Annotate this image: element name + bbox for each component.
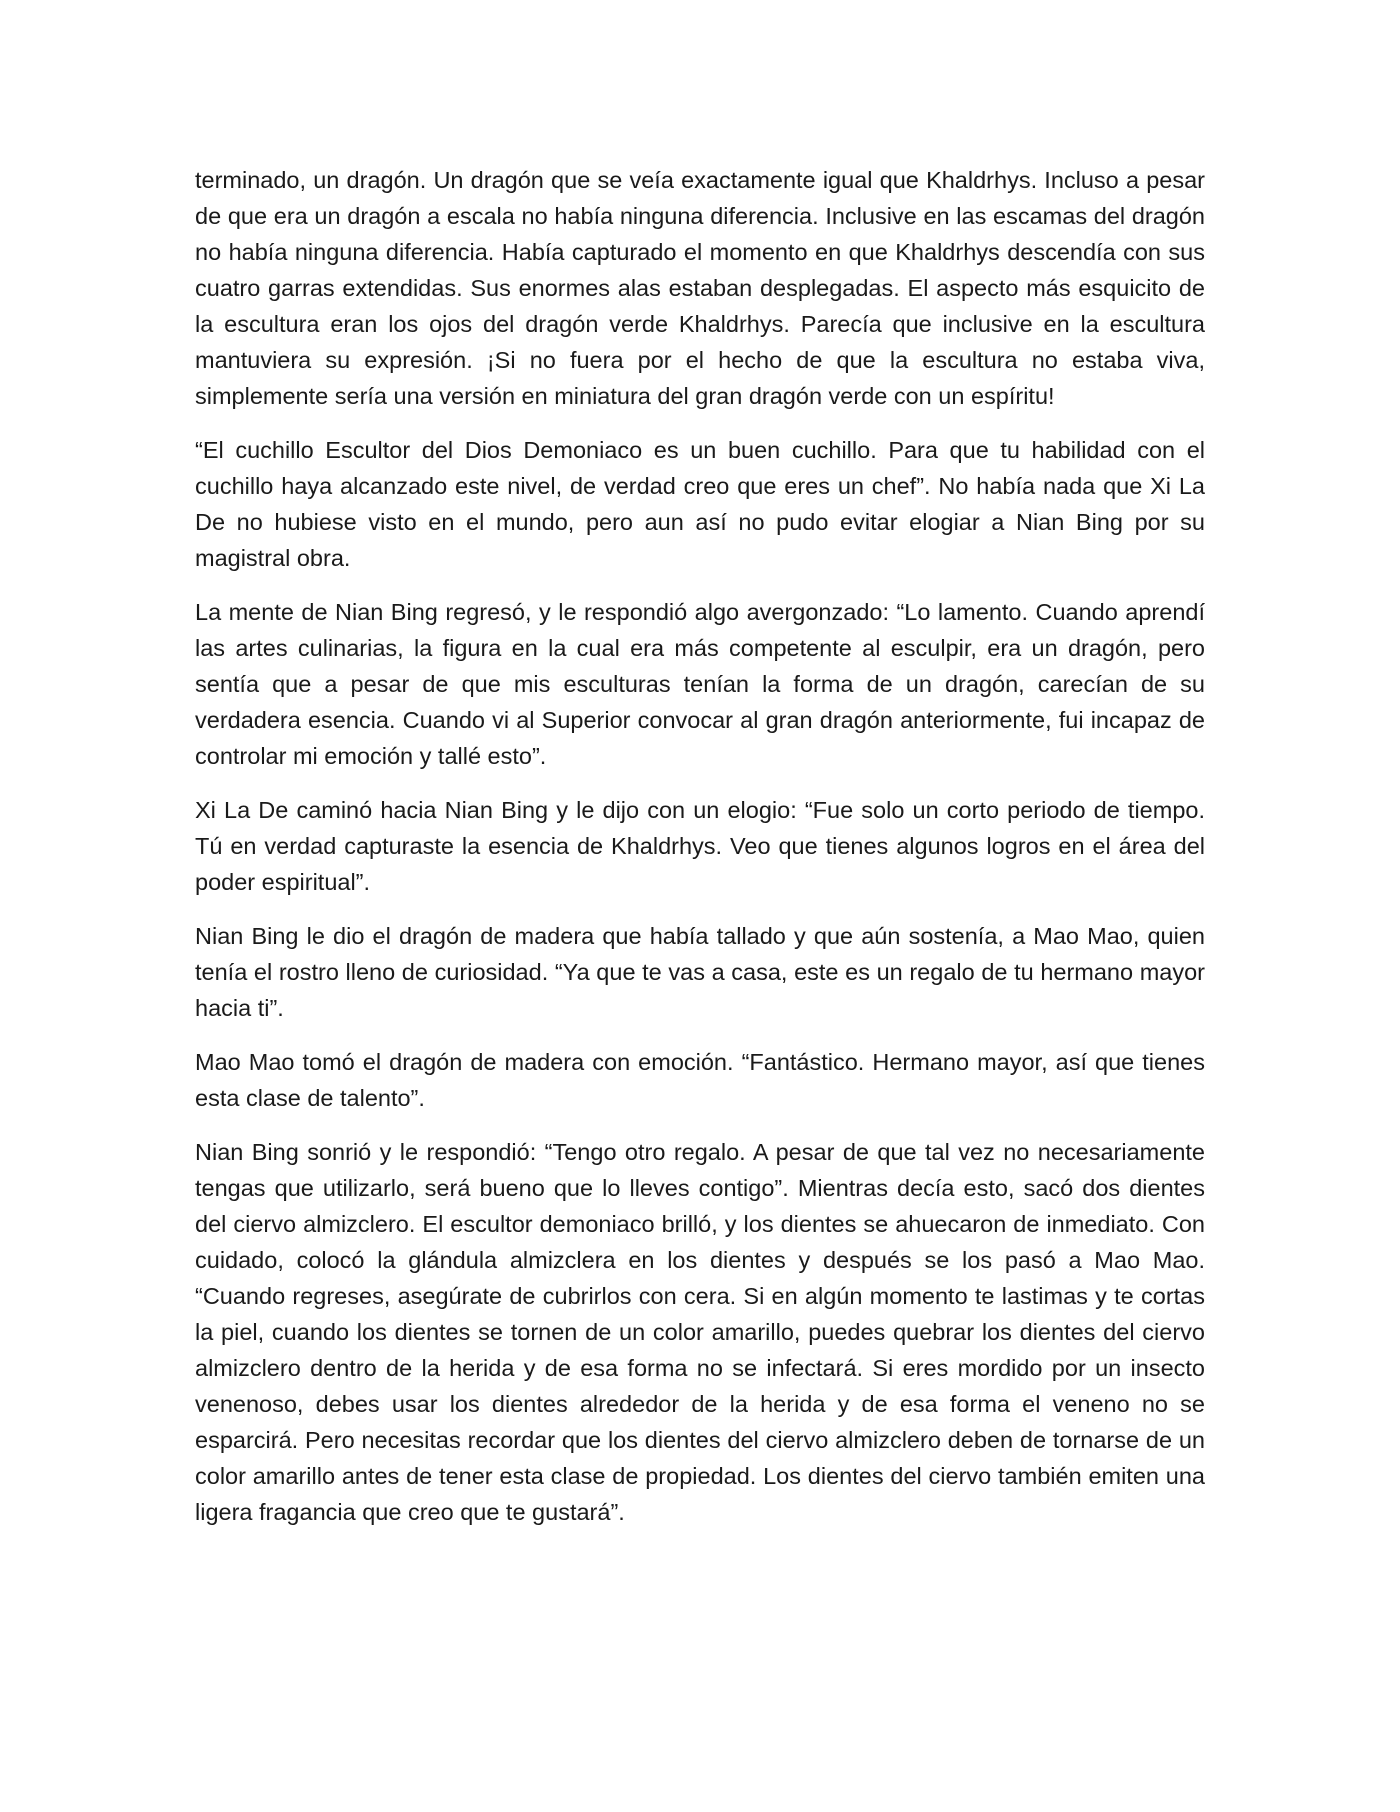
document-page xyxy=(195,162,1205,1548)
paragraph: La mente de Nian Bing regresó, y le respondió algo avergonzado: “Lo lamento. Cuando aprendí las artes culinarias, la figura en la cual era más competente al esculpir, era un dragón, pero sentía que a pesar de que mis esculturas tenían la forma de un dragón, carecían de su verdadera esencia. Cuando vi al Superior convocar al gran dragón anteriormente, fui incapaz de controlar mi emoción y tallé esto”. xyxy=(195,599,1205,769)
paragraph: Mao Mao tomó el dragón de madera con emoción. “Fantástico. Hermano mayor, así que tienes esta clase de talento”. xyxy=(195,1049,1205,1111)
paragraph: terminado, un dragón. Un dragón que se veía exactamente igual que Khaldrhys. Incluso a pesar de que era un dragón a escala no había ninguna diferencia. Inclusive en las escamas del dragón no había ninguna diferencia. Había capturado el momento en que Khaldrhys descendía con sus cuatro garras extendidas. Sus enormes alas estaban desplegadas. El aspecto más esquicito de la escultura eran los ojos del dragón verde Khaldrhys. Parecía que inclusive en la escultura mantuviera su expresión. ¡Si no fuera por el hecho de que la escultura no estaba viva, simplemente sería una versión en miniatura del gran dragón verde con un espíritu! xyxy=(195,167,1205,409)
paragraph: Xi La De caminó hacia Nian Bing y le dijo con un elogio: “Fue solo un corto periodo de tiempo. Tú en verdad capturaste la esencia de Khaldrhys. Veo que tienes algunos logros en el área del poder espiritual”. xyxy=(195,797,1205,895)
paragraph: “El cuchillo Escultor del Dios Demoniaco es un buen cuchillo. Para que tu habilidad con el cuchillo haya alcanzado este nivel, de verdad creo que eres un chef”. No había nada que Xi La De no hubiese visto en el mundo, pero aun así no pudo evitar elogiar a Nian Bing por su magistral obra. xyxy=(195,437,1205,571)
paragraph: Nian Bing le dio el dragón de madera que había tallado y que aún sostenía, a Mao Mao, quien tenía el rostro lleno de curiosidad. “Ya que te vas a casa, este es un regalo de tu hermano mayor hacia ti”. xyxy=(195,923,1205,1021)
paragraph: Nian Bing sonrió y le respondió: “Tengo otro regalo. A pesar de que tal vez no necesariamente tengas que utilizarlo, será bueno que lo lleves contigo”. Mientras decía esto, sacó dos dientes del ciervo almizclero. El escultor demoniaco brilló, y los dientes se ahuecaron de inmediato. Con cuidado, colocó la glándula almizclera en los dientes y después se los pasó a Mao Mao. “Cuando regreses, asegúrate de cubrirlos con cera. Si en algún momento te lastimas y te cortas la piel, cuando los dientes se tornen de un color amarillo, puedes quebrar los dientes del ciervo almizclero dentro de la herida y de esa forma no se infectará. Si eres mordido por un insecto venenoso, debes usar los dientes alrededor de la herida y de esa forma el veneno no se esparcirá. Pero necesitas recordar que los dientes del ciervo almizclero deben de tornarse de un color amarillo antes de tener esta clase de propiedad. Los dientes del ciervo también emiten una ligera fragancia que creo que te gustará”. xyxy=(195,1139,1205,1525)
